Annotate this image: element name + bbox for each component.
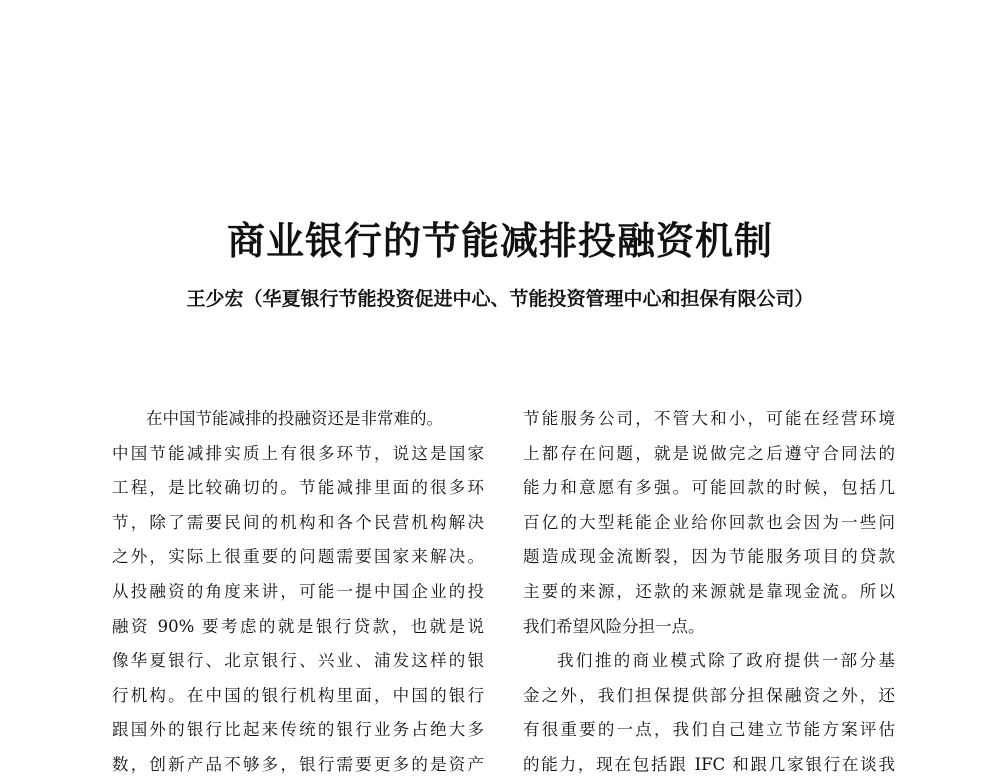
paragraph-line: 题造成现金流断裂，因为节能服务项目的贷款 [523,547,895,567]
paragraph-line: 主要的来源，还款的来源就是靠现金流。所以 [523,581,895,601]
paragraph-line: 从投融资的角度来讲，可能一提中国企业的投 [112,581,484,601]
paragraph-line: 上都存在问题，就是说做完之后遵守合同法的 [523,443,895,463]
paragraph-line: 我们推的商业模式除了政府提供一部分基 [557,651,895,671]
author-byline: 王少宏（华夏银行节能投资促进中心、节能投资管理中心和担保有限公司） [186,288,814,310]
right-column [523,402,895,783]
paragraph-line: 融资 90% 要考虑的就是银行贷款，也就是说 [112,616,484,636]
paragraph-line: 有很重要的一点，我们自己建立节能方案评估 [523,720,895,740]
paragraph-line: 跟国外的银行比起来传统的银行业务占绝大多 [112,720,484,740]
left-column [112,402,484,783]
paragraph-line: 工程，是比较确切的。节能减排里面的很多环 [112,478,484,498]
paragraph-line: 数，创新产品不够多，银行需要更多的是资产 [112,754,484,774]
paragraph-line: 能力和意愿有多强。可能回款的时候，包括几 [523,478,895,498]
paragraph-line: 金之外，我们担保提供部分担保融资之外，还 [523,685,895,705]
paragraph-line: 节，除了需要民间的机构和各个民营机构解决 [112,512,484,532]
paragraph-line: 行机构。在中国的银行机构里面，中国的银行 [112,685,484,705]
paragraph-line: 像华夏银行、北京银行、兴业、浦发这样的银 [112,651,484,671]
paragraph-line: 之外，实际上很重要的问题需要国家来解决。 [112,547,484,567]
paragraph-line: 中国节能减排实质上有很多环节，说这是国家 [112,443,484,463]
paragraph-line: 我们希望风险分担一点。 [523,616,705,636]
paragraph-line: 节能服务公司，不管大和小，可能在经营环境 [523,409,895,428]
paragraph-line: 在中国节能减排的投融资还是非常难的。 [146,409,443,428]
paragraph-line: 百亿的大型耗能企业给你回款也会因为一些问 [523,512,895,532]
article-title: 商业银行的节能减排投融资机制 [226,219,773,263]
paragraph-line: 的能力，现在包括跟 IFC 和跟几家银行在谈我 [523,754,895,774]
